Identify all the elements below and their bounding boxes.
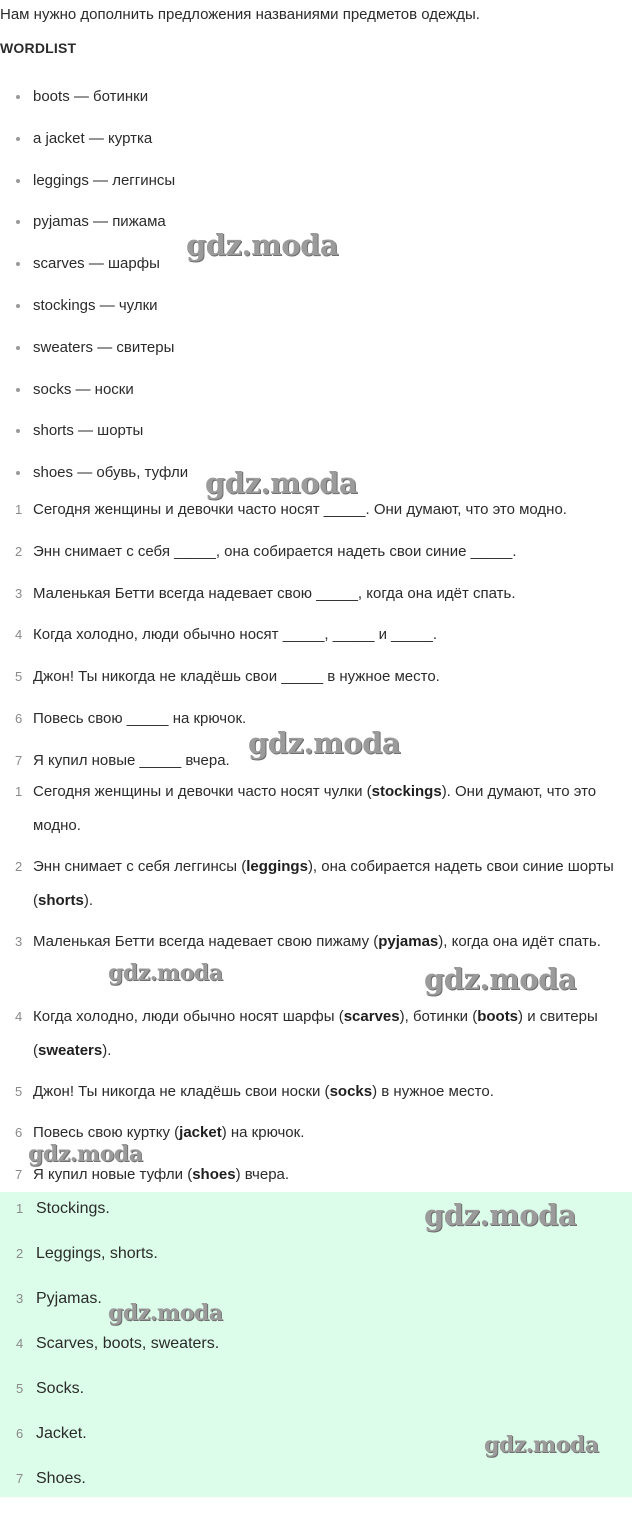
item-number: 4 bbox=[15, 627, 23, 643]
item-number: 7 bbox=[15, 1167, 23, 1182]
item-number: 2 bbox=[15, 543, 23, 559]
answer-word: leggings bbox=[246, 858, 308, 875]
item-number: 6 bbox=[15, 1125, 23, 1140]
wordlist-item-text: stockings — чулки bbox=[33, 297, 158, 314]
answer-word: sweaters bbox=[38, 1042, 103, 1059]
solution-text bbox=[33, 1079, 494, 1105]
answer-text: Scarves, boots, sweaters. bbox=[36, 1335, 220, 1352]
wordlist-item-text: sweaters — свитеры bbox=[33, 338, 175, 356]
item-number: 5 bbox=[16, 1381, 24, 1396]
answer-word: scarves bbox=[343, 1008, 400, 1025]
task-text: Энн снимает с себя _____, она собирается надеть свои синие _____. bbox=[33, 542, 517, 560]
answer-text: Pyjamas. bbox=[36, 1290, 102, 1307]
solution-fragment: ). bbox=[83, 892, 94, 909]
bullet-icon bbox=[16, 137, 20, 141]
watermark: gdz.moda bbox=[484, 1432, 599, 1458]
intro-text: Нам нужно дополнить предложения названиями предметов одежды. bbox=[0, 6, 480, 23]
task-text: Повесь свою _____ на крючок. bbox=[33, 710, 247, 727]
item-number: 4 bbox=[15, 1009, 23, 1024]
item-number: 2 bbox=[16, 1246, 24, 1261]
answer-word: shoes bbox=[192, 1166, 236, 1183]
item-number: 6 bbox=[16, 1426, 24, 1441]
solution-text bbox=[33, 1000, 623, 1068]
solution-fragment: ). Они думают, что это модно. bbox=[33, 783, 597, 834]
item-number: 7 bbox=[16, 1471, 24, 1486]
wordlist-item-text: shorts — шорты bbox=[33, 422, 144, 440]
solution-fragment: ) вчера. bbox=[235, 1166, 290, 1183]
watermark: gdz.moda bbox=[424, 962, 577, 996]
task-text: Когда холодно, люди обычно носят _____, _____ и _____. bbox=[33, 626, 438, 644]
solution-fragment: Энн снимает с себя леггинсы ( bbox=[33, 858, 247, 875]
solution-text bbox=[33, 925, 623, 959]
bullet-icon bbox=[16, 304, 20, 308]
answer-word: pyjamas bbox=[378, 933, 439, 950]
item-number: 1 bbox=[15, 502, 23, 517]
answer-text: Shoes. bbox=[36, 1470, 86, 1487]
item-number: 4 bbox=[16, 1336, 24, 1351]
item-number: 3 bbox=[15, 934, 23, 949]
bullet-icon bbox=[16, 346, 20, 350]
solution-fragment: ) и свитеры ( bbox=[33, 1008, 598, 1059]
task-text: Маленькая Бетти всегда надевает свою _____, когда она идёт спать. bbox=[33, 584, 516, 602]
answer-text: Jacket. bbox=[36, 1425, 87, 1442]
wordlist-item-text: socks — носки bbox=[33, 380, 134, 398]
item-number: 6 bbox=[15, 711, 23, 726]
watermark: gdz.moda bbox=[424, 1198, 577, 1232]
solution-text bbox=[33, 850, 623, 918]
task-text: Джон! Ты никогда не кладёшь свои _____ в нужное место. bbox=[33, 668, 440, 686]
wordlist-item-text: scarves — шарфы bbox=[33, 255, 160, 273]
solution-fragment: Когда холодно, люди обычно носят шарфы ( bbox=[33, 1008, 344, 1025]
wordlist-item-text: a jacket — куртка bbox=[33, 129, 153, 147]
wordlist-item-text: boots — ботинки bbox=[33, 88, 149, 105]
watermark: gdz.moda bbox=[108, 1300, 223, 1326]
watermark: gdz.moda bbox=[186, 228, 339, 262]
watermark: gdz.moda bbox=[248, 726, 401, 760]
bullet-icon bbox=[16, 95, 20, 99]
item-number: 3 bbox=[15, 585, 23, 601]
wordlist-item-text: pyjamas — пижама bbox=[33, 213, 166, 231]
answer-word: stockings bbox=[371, 783, 442, 800]
bullet-icon bbox=[16, 388, 20, 392]
solution-fragment: ), когда она идёт спать. bbox=[438, 933, 601, 950]
task-text: Сегодня женщины и девочки часто носят _____. Они думают, что это модно. bbox=[33, 501, 567, 518]
answer-text: Socks. bbox=[36, 1380, 85, 1397]
answer-text: Leggings, shorts. bbox=[36, 1245, 158, 1262]
solution-fragment: ). bbox=[102, 1042, 112, 1059]
watermark: gdz.moda bbox=[108, 960, 223, 986]
task-text: Я купил новые _____ вчера. bbox=[33, 751, 230, 769]
solution-fragment: ), ботинки ( bbox=[399, 1008, 478, 1025]
bullet-icon bbox=[16, 179, 20, 183]
wordlist-item-text: leggings — леггинсы bbox=[33, 171, 176, 189]
bullet-icon bbox=[16, 220, 20, 224]
item-number: 5 bbox=[15, 1084, 23, 1099]
solution-fragment: ), она собирается надеть свои синие шорты ( bbox=[33, 858, 614, 909]
solution-text bbox=[33, 775, 623, 843]
answer-word: boots bbox=[477, 1008, 519, 1025]
wordlist-title: WORDLIST bbox=[0, 40, 77, 56]
item-number: 2 bbox=[15, 859, 23, 874]
solution-fragment: Джон! Ты никогда не кладёшь свои носки ( bbox=[33, 1083, 330, 1100]
solution-fragment: ) в нужное место. bbox=[372, 1083, 494, 1100]
bullet-icon bbox=[16, 262, 20, 266]
item-number: 1 bbox=[15, 784, 23, 799]
solution-fragment: Маленькая Бетти всегда надевает свою пижаму ( bbox=[33, 933, 379, 950]
item-number: 7 bbox=[15, 752, 23, 768]
solution-fragment: Я купил новые туфли ( bbox=[33, 1166, 193, 1183]
bullet-icon bbox=[16, 471, 20, 475]
solution-fragment: ) на крючок. bbox=[221, 1124, 305, 1141]
watermark: gdz.moda bbox=[28, 1141, 143, 1167]
watermark: gdz.moda bbox=[205, 466, 358, 500]
bullet-icon bbox=[16, 429, 20, 433]
answer-word: socks bbox=[329, 1083, 373, 1100]
answer-word: jacket bbox=[179, 1124, 222, 1141]
solution-fragment: Повесь свою куртку ( bbox=[33, 1124, 180, 1141]
wordlist-item-text: shoes — обувь, туфли bbox=[33, 464, 189, 482]
item-number: 5 bbox=[15, 669, 23, 685]
item-number: 1 bbox=[16, 1201, 24, 1216]
solution-fragment: Сегодня женщины и девочки часто носят чулки ( bbox=[33, 783, 372, 800]
item-number: 3 bbox=[16, 1291, 24, 1306]
answer-word: shorts bbox=[38, 892, 84, 909]
answer-text: Stockings. bbox=[36, 1200, 110, 1217]
